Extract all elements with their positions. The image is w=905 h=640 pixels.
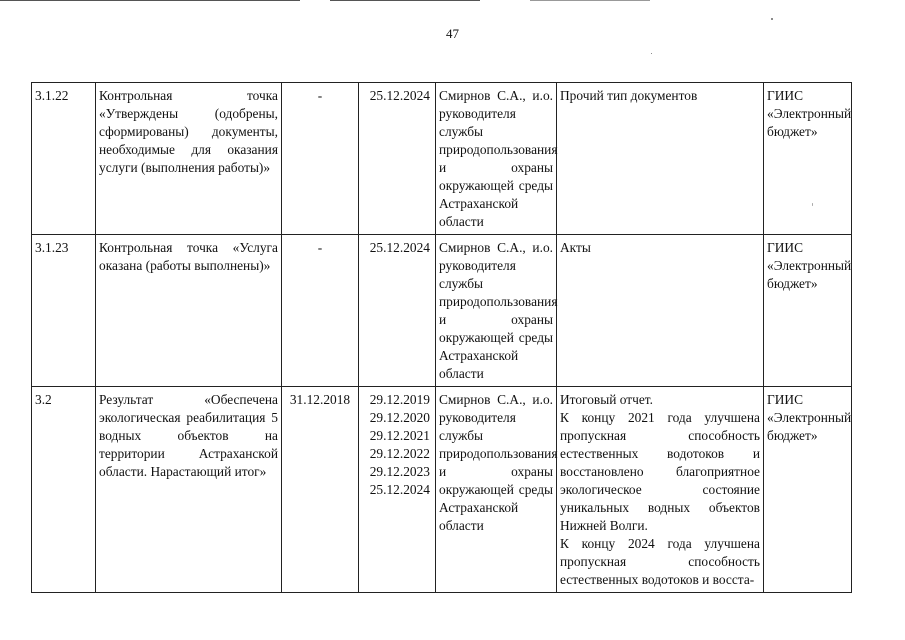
deadline-date: 29.12.2021 (369, 428, 430, 443)
scan-speck (812, 203, 813, 206)
information-system: ГИИС «Электронный бюджет» (764, 83, 852, 235)
plan-table (31, 82, 852, 593)
information-system: ГИИС «Электронный бюджет» (764, 235, 852, 387)
row-name: Результат «Обеспечена экологическая реабилитация 5 водных объектов на территории Астраханской области. Нарастающий итог» (96, 387, 282, 593)
table-row (32, 235, 852, 387)
base-value: - (282, 83, 359, 235)
deadline-date: 25.12.2024 (369, 482, 430, 497)
page-number: 47 (446, 26, 459, 41)
scan-artifact (0, 0, 300, 1)
document-line: Акты (560, 240, 591, 255)
document-cell (557, 235, 764, 387)
deadline-date: 25.12.2024 (369, 240, 430, 255)
deadline-date: 25.12.2024 (369, 88, 430, 103)
document-line: Итоговый отчет. (560, 392, 653, 407)
scan-artifact (530, 0, 650, 1)
document-line: К концу 2021 года улучшена пропускная способность естественных водотоков и восстановлено благоприятное экологическое состояние уникальных водных объектов Нижней Волги. (560, 410, 760, 533)
deadline-dates (359, 387, 436, 593)
responsible-person: Смирнов С.А., и.о. руководителя службы природопользования и охраны окружающей среды Астраханской области (436, 83, 557, 235)
row-name: Контрольная точка «Услуга оказана (работы выполнены)» (96, 235, 282, 387)
information-system: ГИИС «Электронный бюджет» (764, 387, 852, 593)
deadline-date: 29.12.2019 (369, 392, 430, 407)
document-cell (557, 387, 764, 593)
base-value: - (282, 235, 359, 387)
row-number: 3.1.23 (32, 235, 96, 387)
document-cell (557, 83, 764, 235)
responsible-person: Смирнов С.А., и.о. руководителя службы природопользования и охраны окружающей среды Астраханской области (436, 235, 557, 387)
row-name: Контрольная точка «Утверждены (одобрены, сформированы) документы, необходимые для оказания услуги (выполнения работы)» (96, 83, 282, 235)
deadline-dates (359, 235, 436, 387)
deadline-date: 29.12.2020 (369, 410, 430, 425)
deadline-dates (359, 83, 436, 235)
row-number: 3.2 (32, 387, 96, 593)
scan-speck (771, 18, 773, 20)
row-number: 3.1.22 (32, 83, 96, 235)
document-line: К концу 2024 года улучшена пропускная способность естественных водотоков и восста- (560, 536, 760, 587)
table-row (32, 387, 852, 593)
document-line: Прочий тип документов (560, 88, 698, 103)
scan-speck (651, 53, 652, 54)
scan-artifact (330, 0, 480, 1)
deadline-date: 29.12.2022 (369, 446, 430, 461)
base-value: 31.12.2018 (282, 387, 359, 593)
responsible-person: Смирнов С.А., и.о. руководителя службы природопользования и охраны окружающей среды Астраханской области (436, 387, 557, 593)
deadline-date: 29.12.2023 (369, 464, 430, 479)
table-row (32, 83, 852, 235)
